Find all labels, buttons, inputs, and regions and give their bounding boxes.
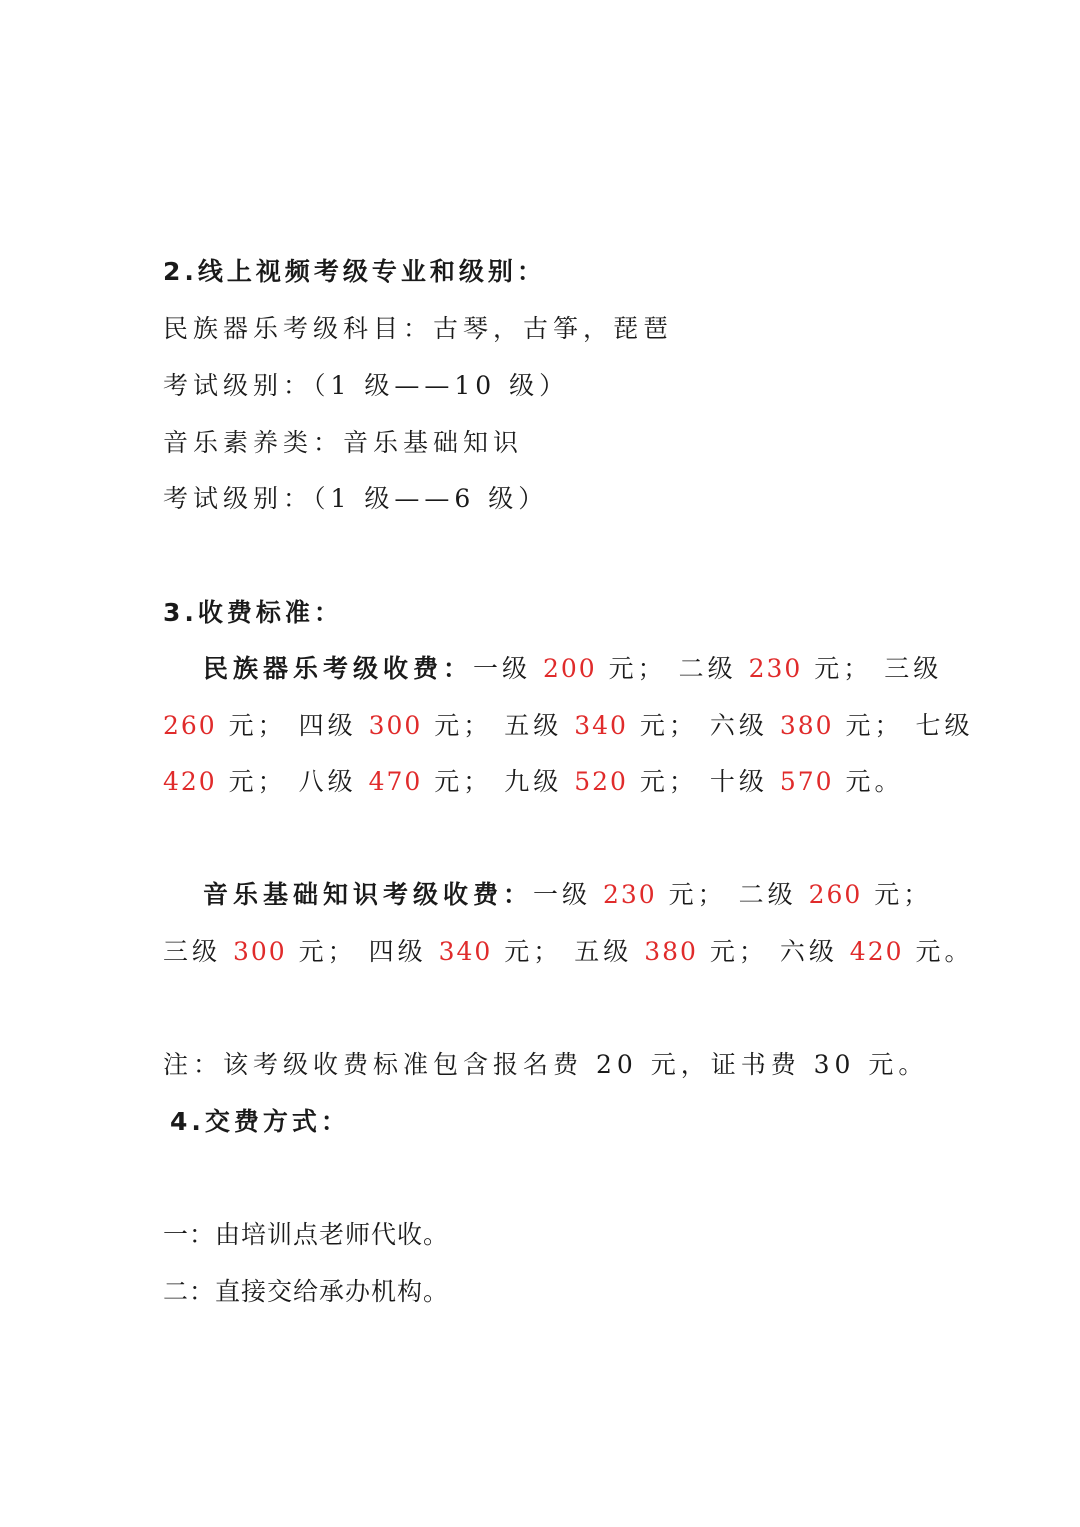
instrument-fee-row-2 (163, 710, 973, 742)
fee-unit: 元； (608, 654, 667, 683)
payment-method-1: 一：由培训点老师代收。 (163, 1220, 450, 1249)
fee-unit: 元； (709, 937, 768, 966)
fee-unit: 元； (639, 711, 698, 740)
fee-level: 七级 (915, 711, 974, 740)
theory-fee-label: 音乐基础知识考级收费： (203, 880, 534, 909)
fee-price: 200 (542, 654, 597, 683)
fee-note: 注：该考级收费标准包含报名费 20 元，证书费 30 元。 (163, 1050, 929, 1079)
fee-level: 六级 (779, 937, 838, 966)
fee-level: 一级 (533, 880, 592, 909)
fee-unit: 元； (639, 767, 698, 796)
fee-price: 380 (644, 937, 698, 966)
fee-level: 九级 (504, 767, 563, 796)
fee-unit: 元； (228, 711, 287, 740)
fee-price: 420 (163, 767, 217, 796)
fee-price: 380 (779, 711, 834, 740)
fee-unit: 元； (504, 937, 563, 966)
fee-unit: 元； (228, 767, 287, 796)
fee-price: 570 (779, 767, 834, 796)
fee-unit: 元； (434, 767, 493, 796)
fee-price: 230 (602, 880, 657, 909)
theory-fee-row-1 (203, 879, 932, 911)
fee-price: 300 (232, 937, 287, 966)
fee-unit: 元。 (915, 937, 974, 966)
fee-level: 五级 (574, 937, 633, 966)
theory-fee-row-2 (163, 936, 973, 968)
fee-price: 260 (808, 880, 863, 909)
fee-price: 470 (368, 767, 423, 796)
fee-level: 二级 (738, 880, 797, 909)
fee-level: 五级 (504, 711, 563, 740)
fee-price: 260 (163, 711, 217, 740)
fee-price: 520 (574, 767, 628, 796)
fee-unit: 元； (814, 654, 873, 683)
instrument-subjects-line: 民族器乐考级科目：古琴，古筝，琵琶 (163, 314, 674, 343)
fee-level: 三级 (884, 654, 943, 683)
fee-level: 十级 (709, 767, 768, 796)
instrument-fee-row-1 (203, 653, 942, 685)
payment-method-2: 二：直接交给承办机构。 (163, 1277, 450, 1306)
section3-title: 3.收费标准： (163, 598, 343, 627)
fee-level: 四级 (368, 937, 427, 966)
instrument-levels-line: 考试级别：（1 级——10 级） (163, 371, 570, 400)
section4-title: 4.交费方式： (170, 1107, 350, 1136)
fee-price: 340 (574, 711, 628, 740)
fee-unit: 元； (874, 880, 933, 909)
fee-unit: 元； (298, 937, 357, 966)
instrument-fee-label: 民族器乐考级收费： (203, 654, 474, 683)
fee-level: 八级 (298, 767, 357, 796)
fee-price: 420 (849, 937, 904, 966)
theory-subject-line: 音乐素养类：音乐基础知识 (163, 428, 524, 457)
fee-price: 340 (438, 937, 493, 966)
section2-title: 2.线上视频考级专业和级别： (163, 257, 546, 286)
fee-level: 一级 (473, 654, 532, 683)
theory-levels-line: 考试级别：（1 级——6 级） (163, 484, 549, 513)
fee-unit: 元； (434, 711, 493, 740)
fee-unit: 元； (668, 880, 727, 909)
fee-level: 二级 (678, 654, 737, 683)
instrument-fee-row-3 (163, 766, 904, 798)
fee-level: 三级 (163, 937, 222, 966)
fee-level: 六级 (709, 711, 768, 740)
fee-price: 230 (748, 654, 803, 683)
fee-unit: 元。 (845, 767, 904, 796)
fee-price: 300 (368, 711, 423, 740)
fee-unit: 元； (845, 711, 904, 740)
fee-level: 四级 (298, 711, 357, 740)
